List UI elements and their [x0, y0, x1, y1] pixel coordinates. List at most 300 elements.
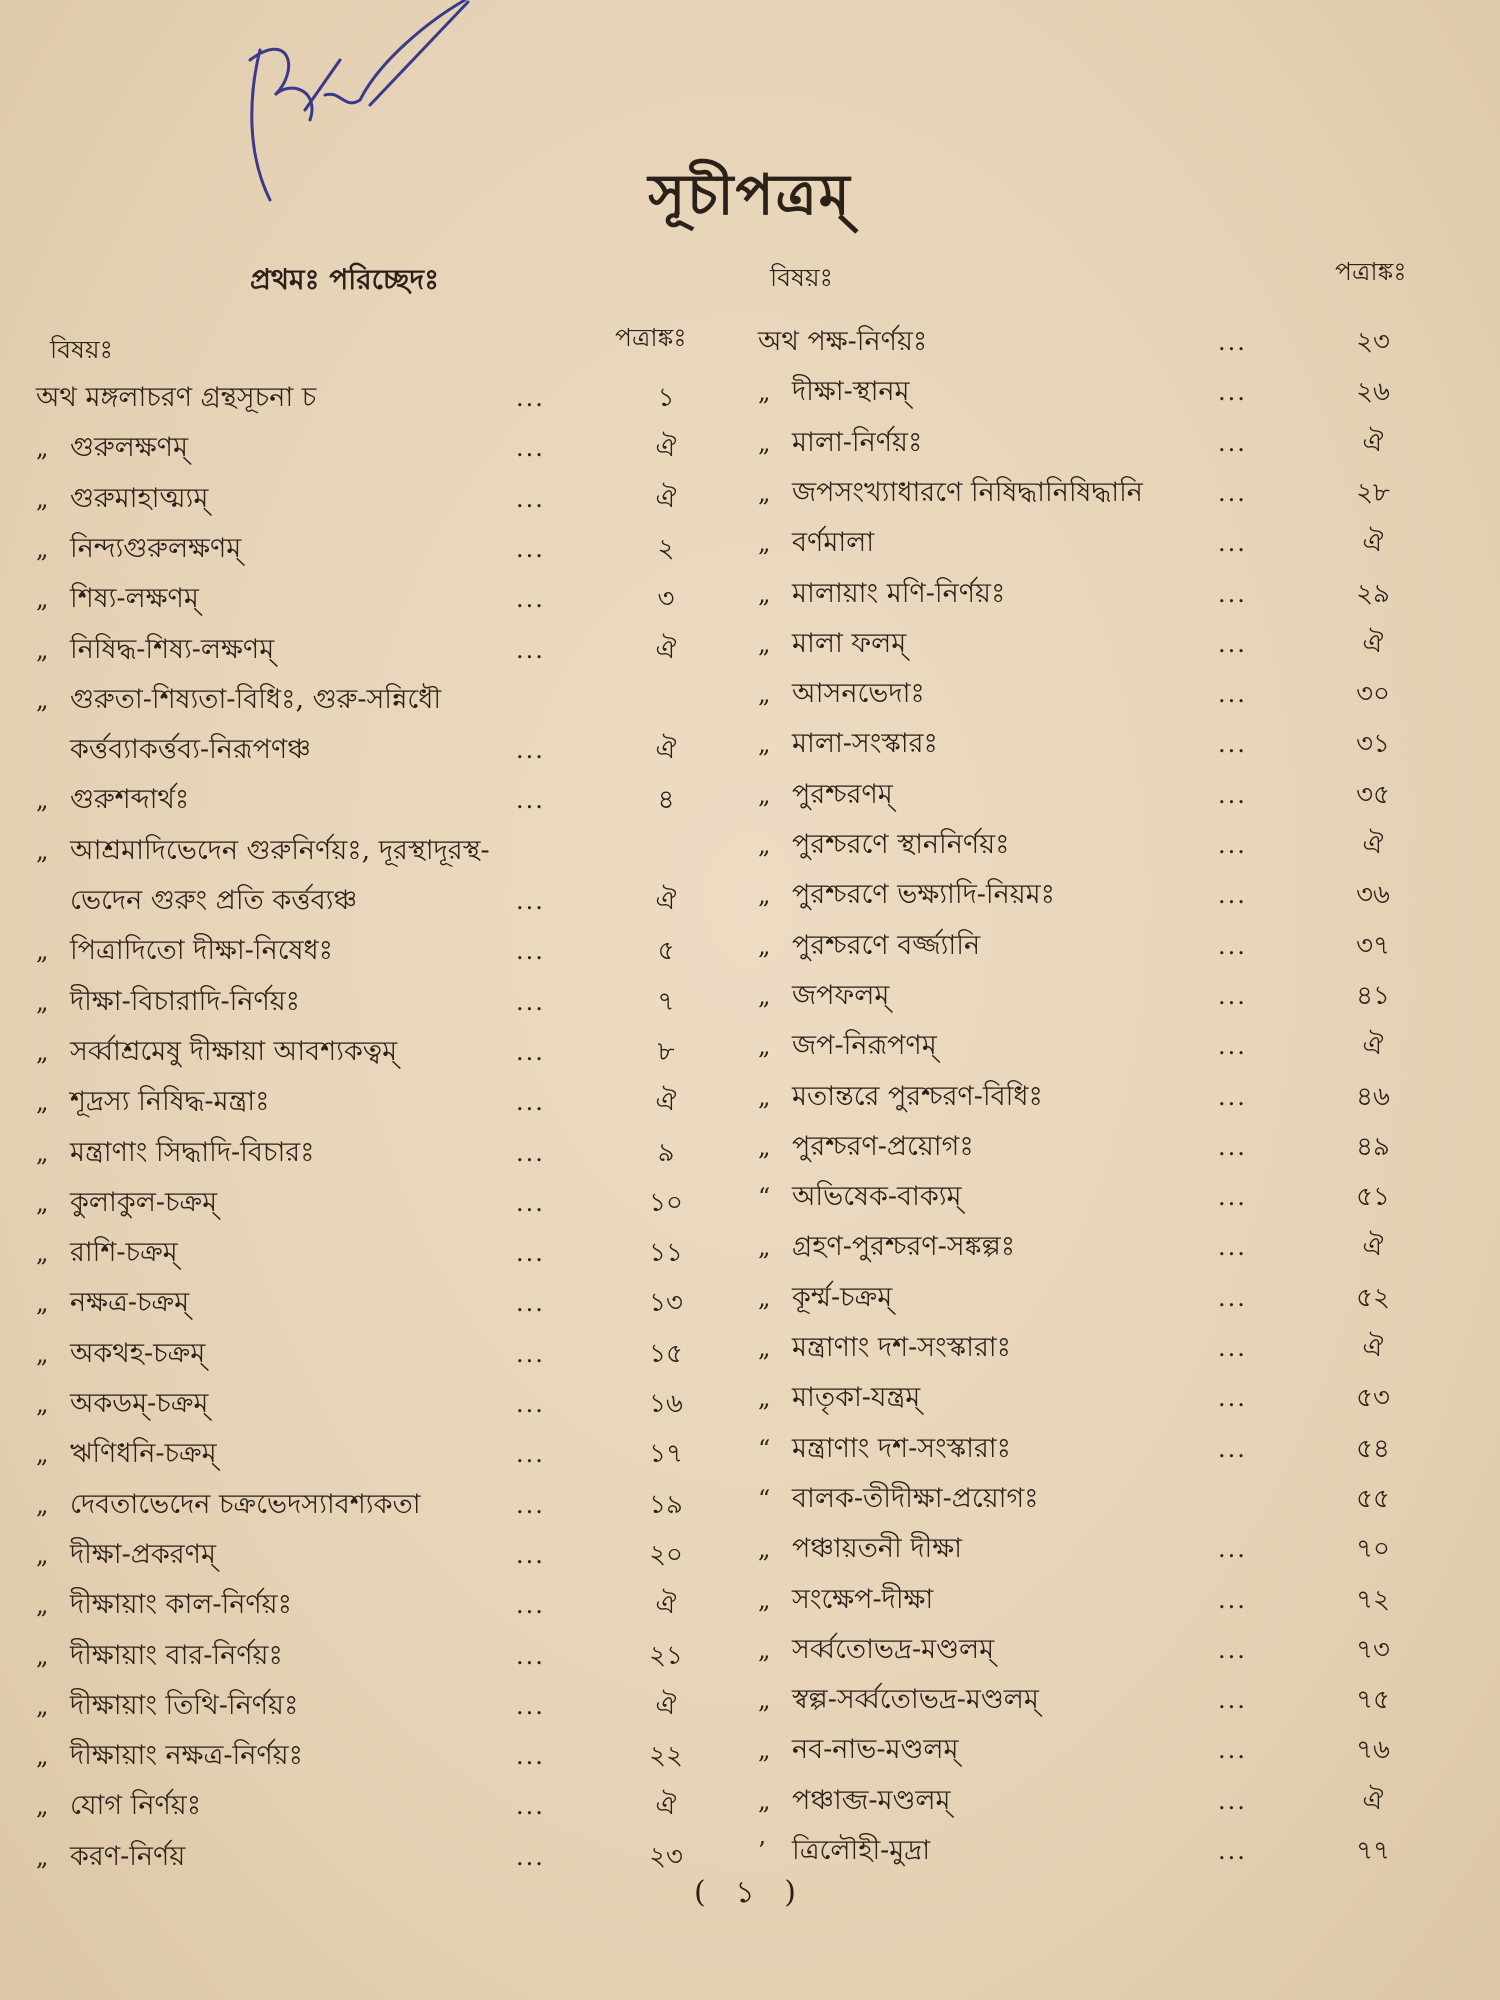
toc-entry-title: পুরশ্চরণ-প্রয়োগঃ: [792, 1130, 974, 1162]
ditto-mark: „: [36, 1440, 49, 1469]
toc-entry: [758, 574, 1438, 614]
toc-entry-page: ঐ: [655, 433, 677, 464]
ditto-mark: „: [758, 478, 771, 507]
ditto-mark: „: [758, 529, 771, 558]
toc-entry-page: ৫১: [1356, 1182, 1390, 1213]
toc-entry: [758, 523, 1438, 563]
toc-entry-page: ঐ: [1362, 1333, 1384, 1363]
toc-entry-title: সর্ব্বাশ্রমেষু দীক্ষায়া আবশ্যকত্বম্: [70, 1035, 398, 1067]
toc-entry: [758, 1529, 1438, 1569]
toc-entry: [36, 529, 726, 569]
toc-entry-title: রাশি-চক্রম্: [70, 1237, 178, 1269]
toc-entry: [36, 479, 726, 519]
leader-dots: ...: [1218, 328, 1247, 356]
toc-entry: [758, 825, 1438, 865]
toc-entry-title: বর্ণমালা: [792, 527, 875, 559]
ditto-mark: „: [758, 1283, 771, 1312]
ditto-mark: „: [758, 1635, 771, 1664]
leader-dots: ...: [516, 585, 545, 614]
toc-entry: [36, 831, 726, 871]
toc-entry-title: দেবতাভেদেন চক্রভেদস্যাবশ্যকতা: [70, 1488, 421, 1520]
ditto-mark: „: [758, 981, 771, 1010]
toc-entry-title: দীক্ষায়াং তিথি-নির্ণয়ঃ: [70, 1689, 299, 1721]
toc-entry-page: ৭০: [1356, 1534, 1390, 1565]
ditto-mark: „: [36, 937, 49, 966]
leader-dots: ...: [516, 1591, 545, 1620]
toc-entry-page: ৭৭: [1356, 1836, 1390, 1866]
leader-dots: ...: [1218, 1082, 1247, 1111]
toc-entry: [36, 1233, 726, 1273]
toc-entry: [758, 1328, 1438, 1368]
toc-entry-title: পিত্রাদিতো দীক্ষা-নিষেধঃ: [70, 935, 333, 967]
leader-dots: ...: [1218, 1334, 1247, 1362]
toc-entry-title: নক্ষত্র-চক্রম্: [70, 1287, 190, 1319]
leader-dots: ...: [1218, 1384, 1247, 1413]
toc-entry: [758, 1831, 1438, 1871]
toc-entry-title: জপসংখ্যাধারণে নিষিদ্ধানিষিদ্ধানি: [792, 476, 1143, 508]
toc-entry-title: পঞ্চায়তনী দীক্ষা: [792, 1533, 962, 1565]
toc-entry-page: ২১: [649, 1640, 683, 1671]
leader-dots: ...: [1218, 831, 1247, 859]
ditto-mark: „: [36, 585, 49, 614]
ditto-mark: „: [36, 1691, 49, 1720]
toc-entry-title: ঋণিধনি-চক্রম্: [70, 1438, 217, 1470]
toc-entry-page: ১৯: [649, 1489, 683, 1520]
leader-dots: ...: [516, 1842, 545, 1871]
ditto-mark: „: [36, 1188, 49, 1217]
ditto-mark: „: [36, 484, 49, 513]
ditto-mark: „: [758, 428, 771, 457]
ditto-mark: „: [758, 780, 771, 809]
right-page-header: পত্রাঙ্কঃ: [1335, 257, 1407, 286]
leader-dots: ...: [1218, 629, 1247, 658]
toc-entry-title: জপ-নিরূপণম্: [792, 1030, 937, 1062]
toc-entry: [758, 322, 1438, 362]
toc-entry: [36, 579, 726, 619]
toc-entry-title: অথ পক্ষ-নির্ণয়ঃ: [758, 326, 928, 357]
toc-entry-title: মালা ফলম্: [792, 627, 907, 659]
ditto-mark: „: [758, 1686, 771, 1715]
leader-dots: ...: [1218, 1837, 1247, 1865]
toc-entry-page: ১৩: [649, 1288, 683, 1319]
toc-entry: [758, 1680, 1438, 1720]
toc-entry: [758, 423, 1438, 463]
toc-entry-page: ৩৫: [1356, 779, 1390, 810]
toc-entry: [36, 1032, 726, 1072]
toc-entry: [36, 1082, 726, 1122]
ditto-mark: “: [758, 1434, 771, 1463]
toc-entry-title: অকথহ-চক্রম্: [70, 1337, 206, 1369]
toc-entry-page: ঐ: [1362, 528, 1384, 559]
leader-dots: ...: [1218, 529, 1247, 558]
ditto-mark: „: [36, 1792, 49, 1821]
ditto-mark: „: [36, 786, 49, 815]
toc-entry-title: গুরুমাহাত্ম্যম্: [70, 482, 209, 514]
ditto-mark: „: [758, 730, 771, 759]
toc-entry: [758, 1630, 1438, 1670]
ditto-mark: ’: [758, 1837, 766, 1865]
toc-entry: [758, 724, 1438, 764]
toc-entry-page: ঐ: [655, 886, 677, 916]
chapter-heading: প্রথমঃ পরিচ্ছেদঃ: [250, 263, 440, 296]
leader-dots: ...: [1218, 1736, 1247, 1765]
toc-entry: [36, 780, 726, 820]
toc-entry: [36, 1334, 726, 1374]
toc-entry-title: অথ মঙ্গলাচরণ গ্রন্থসূচনা চ: [36, 382, 317, 413]
ditto-mark: „: [36, 1591, 49, 1620]
toc-entry: [758, 1580, 1438, 1620]
right-subject-header: বিষয়ঃ: [770, 263, 833, 292]
toc-entry-page: ঐ: [1362, 427, 1384, 458]
toc-entry-title: শূদ্রস্য নিষিদ্ধ-মন্ত্রাঃ: [70, 1086, 270, 1118]
leader-dots: ...: [516, 1138, 545, 1167]
toc-entry-title: দীক্ষা-প্রকরণম্: [70, 1538, 216, 1570]
toc-entry: [36, 378, 726, 418]
toc-entry: [36, 1736, 726, 1776]
toc-entry-page: ৪: [657, 785, 675, 816]
toc-entry-page: ৪১: [1356, 980, 1390, 1011]
toc-entry: [36, 982, 726, 1022]
leader-dots: ...: [1218, 1032, 1247, 1061]
ditto-mark: „: [758, 378, 771, 407]
ditto-mark: „: [36, 1490, 49, 1519]
toc-entry: [758, 674, 1438, 714]
toc-entry-page: ৭৫: [1356, 1685, 1390, 1716]
toc-entry-title: আসনভেদাঃ: [792, 678, 925, 710]
leader-dots: ...: [1218, 1535, 1247, 1564]
leader-dots: ...: [516, 1289, 545, 1318]
ditto-mark: „: [758, 1082, 771, 1111]
leader-dots: ...: [1218, 579, 1247, 608]
ditto-mark: „: [758, 1132, 771, 1161]
toc-entry-page: ৫২: [1356, 1282, 1390, 1313]
leader-dots: ...: [516, 1188, 545, 1217]
toc-entry-page: ২২: [649, 1741, 683, 1772]
toc-entry-title: নিন্দ্যগুরুলক্ষণম্: [70, 532, 242, 564]
toc-entry-page: ২৩: [649, 1841, 683, 1872]
leader-dots: ...: [1218, 1585, 1247, 1614]
toc-entry: [758, 1026, 1438, 1066]
toc-entry-title: কূর্ম্ম-চক্রম্: [792, 1281, 893, 1313]
toc-entry: [36, 730, 726, 770]
ditto-mark: „: [36, 434, 49, 463]
toc-entry-title: দীক্ষা-স্থানম্: [792, 376, 910, 408]
leader-dots: ...: [1218, 1183, 1247, 1212]
toc-entry-title: সর্ব্বতোভদ্র-মণ্ডলম্: [792, 1633, 995, 1665]
toc-entry-page: ২৮: [1356, 477, 1390, 508]
toc-entry-page: ঐ: [655, 1087, 677, 1118]
leader-dots: ...: [516, 1742, 545, 1771]
toc-entry-title: মালা-সংস্কারঃ: [792, 728, 938, 760]
toc-entry-title: দীক্ষায়াং কাল-নির্ণয়ঃ: [70, 1589, 292, 1621]
leader-dots: ...: [1218, 1132, 1247, 1161]
leader-dots: ...: [516, 1792, 545, 1821]
toc-entry-page: ১৭: [649, 1439, 683, 1470]
ditto-mark: „: [758, 629, 771, 658]
toc-entry-title: পুরশ্চরণে স্থাননির্ণয়ঃ: [792, 829, 1010, 860]
toc-entry: [758, 372, 1438, 412]
ditto-mark: „: [758, 1736, 771, 1765]
ditto-mark: „: [758, 1585, 771, 1614]
toc-entry-page: ঐ: [1362, 1232, 1384, 1263]
leader-dots: ...: [1218, 1786, 1247, 1815]
leader-dots: ...: [516, 1440, 545, 1469]
leader-dots: ...: [516, 484, 545, 513]
toc-entry: [758, 1077, 1438, 1117]
toc-entry: [758, 926, 1438, 966]
toc-entry: [758, 1227, 1438, 1267]
toc-entry-title: বালক-তীদীক্ষা-প্রয়োগঃ: [792, 1482, 1039, 1514]
toc-entry: [758, 1127, 1438, 1167]
toc-entry-page: ৩১: [1356, 729, 1390, 760]
toc-entry-title: করণ-নির্ণয়: [70, 1840, 186, 1872]
leader-dots: ...: [1218, 881, 1247, 910]
ditto-mark: „: [36, 836, 49, 865]
toc-entry-title: পুরশ্চরণে বর্জ্জ্যানি: [792, 929, 981, 961]
leader-dots: ...: [516, 937, 545, 966]
ditto-mark: “: [758, 1183, 771, 1212]
toc-entry: [758, 1177, 1438, 1217]
ditto-mark: „: [758, 931, 771, 960]
toc-entry-title: মন্ত্রাণাং সিদ্ধাদি-বিচারঃ: [70, 1136, 315, 1168]
toc-entry: [36, 1636, 726, 1676]
leader-dots: ...: [516, 1390, 545, 1418]
toc-entry-title: স্বল্প-সর্ব্বতোভদ্র-মণ্ডলম্: [792, 1684, 1039, 1716]
leader-dots: ...: [516, 534, 545, 563]
toc-entry-page: ৭৬: [1356, 1735, 1390, 1766]
toc-entry-page: ২: [657, 533, 675, 564]
leader-dots: ...: [516, 1641, 545, 1670]
left-page-header: পত্রাঙ্কঃ: [615, 323, 687, 352]
ditto-mark: „: [758, 1032, 771, 1061]
toc-entry-title: জপফলম্: [792, 979, 890, 1011]
ditto-mark: „: [758, 579, 771, 608]
toc-entry-title: আশ্রমাদিভেদেন গুরুনির্ণয়ঃ, দূরস্থাদূরস্থ-: [70, 834, 490, 866]
toc-entry-page: ২৬: [1356, 377, 1390, 408]
leader-dots: ...: [516, 1239, 545, 1268]
ditto-mark: „: [36, 1339, 49, 1368]
toc-entry: [36, 1786, 726, 1826]
leader-dots: ...: [1218, 1686, 1247, 1715]
ditto-mark: „: [758, 680, 771, 709]
toc-entry-page: ৭৩: [1356, 1634, 1390, 1665]
toc-entry-page: ১: [657, 383, 675, 413]
toc-entry: [36, 428, 726, 468]
ditto-mark: „: [36, 685, 49, 714]
toc-entry-page: ঐ: [655, 1590, 677, 1621]
toc-entry-title: গুরুশব্দার্থঃ: [70, 784, 190, 816]
leader-dots: ...: [1218, 1233, 1247, 1262]
toc-entry-title: দীক্ষায়াং নক্ষত্র-নির্ণয়ঃ: [70, 1740, 303, 1772]
leader-dots: ...: [1218, 428, 1247, 457]
ditto-mark: „: [36, 1641, 49, 1670]
leader-dots: ...: [1218, 730, 1247, 759]
leader-dots: ...: [1218, 981, 1247, 1010]
toc-entry-title: পঞ্চাব্জ-মণ্ডলম্: [792, 1784, 951, 1816]
toc-entry-title: দীক্ষা-বিচারাদি-নির্ণয়ঃ: [70, 985, 301, 1017]
ditto-mark: „: [36, 1842, 49, 1871]
ditto-mark: „: [758, 1384, 771, 1413]
left-subject-header: বিষয়ঃ: [50, 335, 113, 364]
toc-entry-page: ৫৪: [1356, 1433, 1390, 1464]
ditto-mark: „: [36, 534, 49, 563]
leader-dots: ...: [516, 887, 545, 915]
toc-entry-page: ২৩: [1356, 327, 1390, 357]
toc-entry-title: ভেদেন গুরুং প্রতি কর্ত্তব্যঞ্চ: [70, 885, 358, 916]
ditto-mark: „: [36, 1037, 49, 1066]
toc-entry: [758, 775, 1438, 815]
toc-entry-page: ২৯: [1356, 578, 1390, 609]
toc-entry: [36, 1183, 726, 1223]
toc-entry: [758, 1278, 1438, 1318]
toc-entry: [36, 931, 726, 971]
page-title: সূচীপত্রম্: [648, 162, 852, 228]
leader-dots: ...: [516, 635, 545, 664]
toc-entry: [36, 1485, 726, 1525]
toc-entry-page: ২০: [649, 1539, 683, 1570]
toc-entry-page: ৫৩: [1356, 1383, 1390, 1414]
toc-entry-page: ৩: [657, 584, 675, 615]
toc-entry-title: সংক্ষেপ-দীক্ষা: [792, 1583, 934, 1615]
toc-entry-title: কুলাকুল-চক্রম্: [70, 1186, 218, 1218]
toc-entry: [36, 1535, 726, 1575]
ditto-mark: „: [758, 881, 771, 910]
toc-entry: [758, 624, 1438, 664]
toc-entry: [758, 875, 1438, 915]
leader-dots: ...: [516, 987, 545, 1016]
ditto-mark: „: [36, 1540, 49, 1569]
page-number: ( ১ ): [694, 1875, 806, 1910]
toc-entry-page: ৪৬: [1356, 1081, 1390, 1112]
ditto-mark: „: [36, 1742, 49, 1771]
toc-entry-title: গুরুলক্ষণম্: [70, 432, 188, 464]
leader-dots: ...: [1218, 1434, 1247, 1463]
leader-dots: ...: [516, 736, 545, 765]
leader-dots: ...: [516, 1088, 545, 1117]
leader-dots: ...: [1218, 1283, 1247, 1312]
toc-entry-title: দীক্ষায়াং বার-নির্ণয়ঃ: [70, 1639, 283, 1671]
toc-entry-page: ৮: [657, 1036, 675, 1067]
toc-entry: [758, 976, 1438, 1016]
leader-dots: ...: [516, 1037, 545, 1066]
toc-entry-page: ঐ: [1362, 830, 1384, 860]
toc-entry-title: অভিষেক-বাক্যম্: [792, 1181, 962, 1213]
leader-dots: ...: [516, 1540, 545, 1569]
toc-entry-title: পুরশ্চরণম্: [792, 778, 893, 810]
toc-entry: [36, 1585, 726, 1625]
toc-entry-title: মালায়াং মণি-নির্ণয়ঃ: [792, 577, 1006, 609]
ditto-mark: „: [36, 1390, 49, 1418]
toc-entry-page: ১৫: [649, 1338, 683, 1369]
toc-entry-title: নিষিদ্ধ-শিষ্য-লক্ষণম্: [70, 633, 275, 665]
leader-dots: ...: [516, 1490, 545, 1519]
ditto-mark: „: [758, 831, 771, 859]
toc-entry: [758, 1730, 1438, 1770]
toc-entry: [36, 1434, 726, 1474]
leader-dots: ...: [516, 786, 545, 815]
toc-entry-page: ১০: [649, 1187, 683, 1218]
toc-entry: [36, 680, 726, 720]
toc-entry-title: মন্ত্রাণাং দশ-সংস্কারাঃ: [792, 1432, 1012, 1464]
toc-entry-page: ৫: [657, 936, 675, 967]
leader-dots: ...: [1218, 478, 1247, 507]
leader-dots: ...: [1218, 780, 1247, 809]
toc-entry-page: ৭২: [1356, 1584, 1390, 1615]
ditto-mark: „: [36, 1289, 49, 1318]
toc-entry-page: ৭: [657, 986, 675, 1017]
ditto-mark: „: [36, 987, 49, 1016]
ditto-mark: „: [36, 635, 49, 664]
ditto-mark: “: [758, 1484, 771, 1513]
ditto-mark: „: [758, 1535, 771, 1564]
toc-entry-page: ঐ: [655, 634, 677, 665]
toc-entry-title: শিষ্য-লক্ষণম্: [70, 583, 199, 615]
leader-dots: ...: [1218, 1635, 1247, 1664]
toc-entry-page: ৪৯: [1356, 1131, 1390, 1162]
toc-entry: [36, 1133, 726, 1173]
toc-entry: [36, 1384, 726, 1424]
leader-dots: ...: [516, 384, 545, 412]
toc-entry-page: ঐ: [655, 1690, 677, 1721]
toc-entry: [36, 881, 726, 921]
ditto-mark: „: [758, 1233, 771, 1262]
toc-entry: [758, 1781, 1438, 1821]
toc-entry-title: গুরুতা-শিষ্যতা-বিধিঃ, গুরু-সন্নিধৌ: [70, 683, 442, 715]
toc-entry-page: ৩০: [1356, 679, 1390, 710]
ditto-mark: „: [36, 1088, 49, 1117]
toc-entry: [36, 1283, 726, 1323]
leader-dots: ...: [1218, 931, 1247, 960]
toc-entry-title: অকডম্-চক্রম্: [70, 1388, 209, 1419]
toc-entry: [758, 1429, 1438, 1469]
leader-dots: ...: [516, 1339, 545, 1368]
leader-dots: ...: [1218, 680, 1247, 709]
leader-dots: ...: [516, 434, 545, 463]
toc-entry: [758, 473, 1438, 513]
toc-entry-page: ৩৬: [1356, 880, 1390, 911]
toc-entry-title: গ্রহণ-পুরশ্চরণ-সঙ্কল্পঃ: [792, 1231, 1016, 1263]
ditto-mark: „: [758, 1786, 771, 1815]
toc-entry-title: কর্ত্তব্যাকর্ত্তব্য-নিরূপণঞ্চ: [70, 734, 311, 766]
ditto-mark: „: [36, 1239, 49, 1268]
toc-entry-page: ঐ: [655, 483, 677, 514]
toc-entry-page: ১৬: [649, 1389, 683, 1419]
toc-entry-title: নব-নাভ-মণ্ডলম্: [792, 1734, 959, 1766]
toc-entry-page: ঐ: [655, 1791, 677, 1822]
toc-entry-page: ১১: [649, 1238, 683, 1269]
toc-entry-title: পুরশ্চরণে ভক্ষ্যাদি-নিয়মঃ: [792, 879, 1056, 911]
toc-entry-title: ত্রিলৌহী-মুদ্রা: [792, 1835, 931, 1866]
toc-entry-title: মালা-নির্ণয়ঃ: [792, 426, 923, 458]
toc-entry-title: যোগ নির্ণয়ঃ: [70, 1790, 202, 1822]
toc-entry-page: ৩৭: [1356, 930, 1390, 961]
toc-entry-title: মতান্তরে পুরশ্চরণ-বিধিঃ: [792, 1080, 1043, 1112]
toc-entry-page: ঐ: [1362, 1785, 1384, 1816]
toc-entry-title: মন্ত্রাণাং দশ-সংস্কারাঃ: [792, 1332, 1012, 1363]
toc-entry-title: মাতৃকা-যন্ত্রম্: [792, 1382, 921, 1414]
toc-entry-page: ৫৫: [1356, 1483, 1390, 1514]
toc-entry-page: ঐ: [655, 735, 677, 766]
toc-entry: [36, 1686, 726, 1726]
ditto-mark: „: [36, 1138, 49, 1167]
toc-entry: [758, 1479, 1438, 1519]
leader-dots: ...: [516, 1691, 545, 1720]
toc-entry: [36, 630, 726, 670]
toc-entry: [758, 1378, 1438, 1418]
toc-entry-page: ঐ: [1362, 1031, 1384, 1062]
toc-entry-page: ৯: [657, 1137, 675, 1168]
toc-entry-page: ঐ: [1362, 628, 1384, 659]
